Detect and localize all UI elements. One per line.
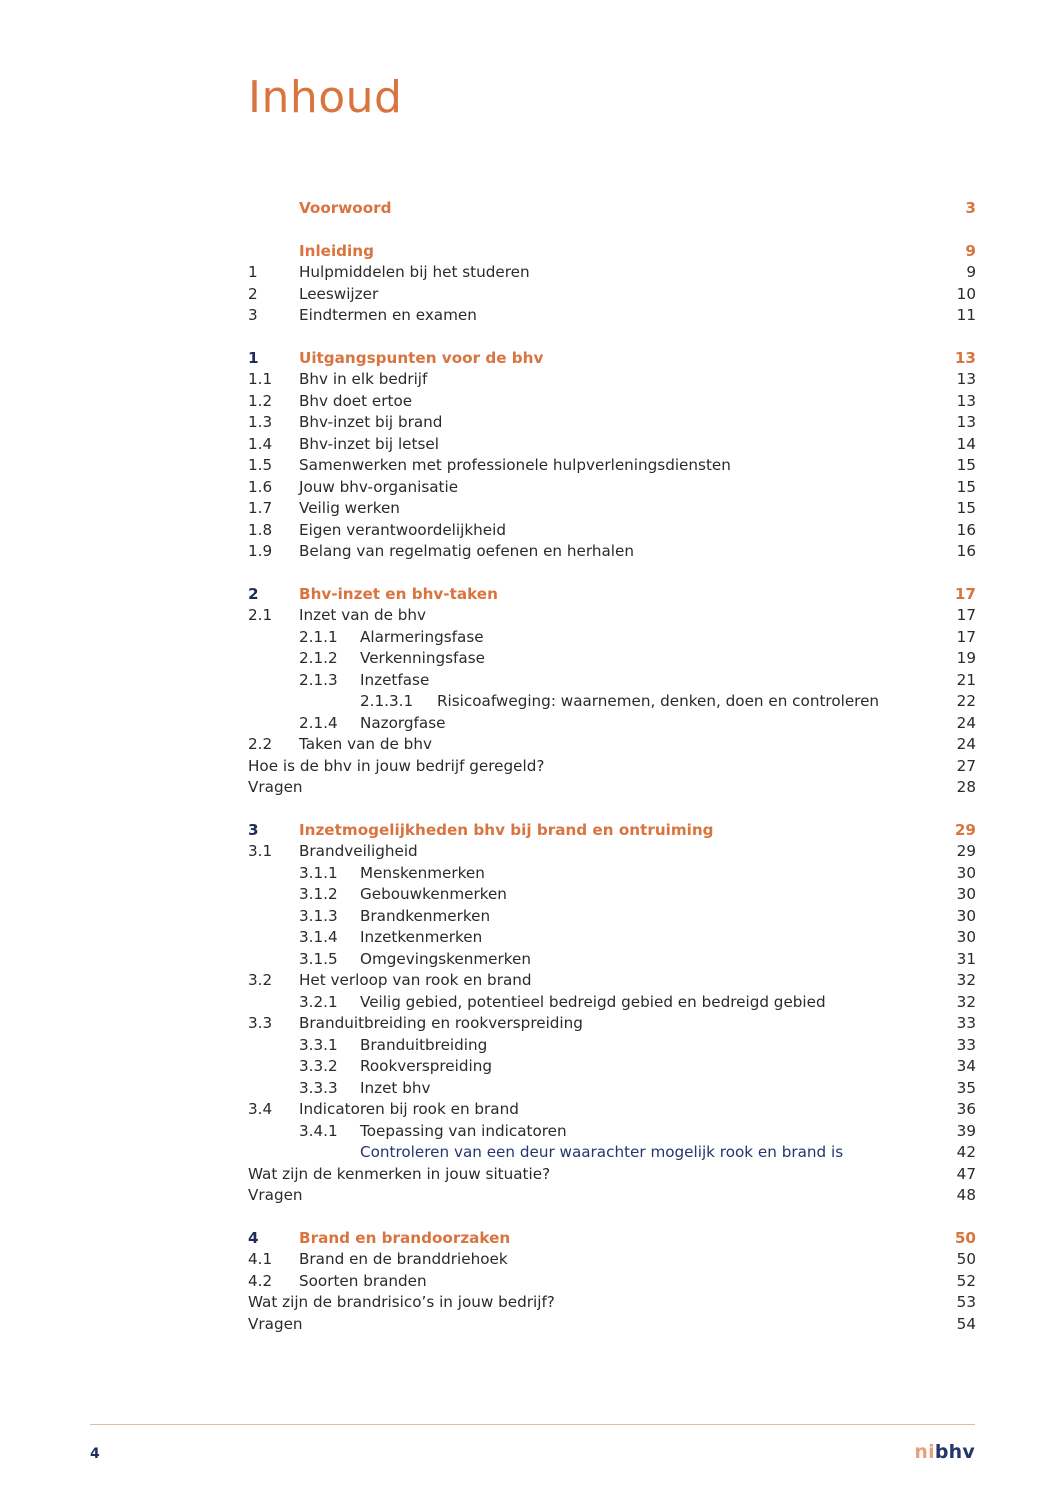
toc-number: 3.1.3 <box>299 906 338 925</box>
toc-page-number: 13 <box>954 348 976 367</box>
toc-number: 3.1.5 <box>299 949 338 968</box>
toc-chapter-row[interactable] <box>248 198 976 220</box>
toc-number: 1.8 <box>248 520 273 539</box>
toc-title[interactable]: Hoe is de bhv in jouw bedrijf geregeld? <box>248 756 545 775</box>
toc-page-number: 31 <box>956 949 976 968</box>
toc-number: 2 <box>248 584 259 603</box>
nibhv-logo <box>914 1441 975 1463</box>
toc-page-number: 34 <box>956 1057 976 1075</box>
toc-page-number: 30 <box>956 928 976 946</box>
toc-number: 3.4.1 <box>299 1121 338 1140</box>
toc-number: 2.2 <box>248 735 273 753</box>
toc-title[interactable]: Jouw bhv-organisatie <box>299 477 459 496</box>
toc-row[interactable] <box>248 1292 976 1314</box>
toc-title[interactable]: Brand en brandoorzaken <box>299 1228 511 1247</box>
toc-title[interactable]: Het verloop van rook en brand <box>299 971 532 989</box>
toc-row[interactable] <box>248 841 976 863</box>
toc-row[interactable] <box>248 756 976 778</box>
toc-row[interactable] <box>248 1249 976 1271</box>
toc-spacer <box>248 1207 976 1228</box>
logo-part-ni: ni <box>914 1441 935 1463</box>
toc-page-number: 48 <box>956 1186 976 1204</box>
toc-title[interactable]: Leeswijzer <box>299 284 379 303</box>
toc-row[interactable] <box>248 1121 976 1143</box>
toc-page-number: 42 <box>956 1143 976 1161</box>
toc-row[interactable] <box>248 455 976 477</box>
toc-row[interactable] <box>248 1099 976 1121</box>
toc-title[interactable]: Belang van regelmatig oefenen en herhalen <box>299 542 634 560</box>
toc-number: 3.2.1 <box>299 992 338 1011</box>
toc-title[interactable]: Vragen <box>248 1314 303 1333</box>
toc-row[interactable] <box>248 605 976 627</box>
toc-page-number: 22 <box>956 692 976 710</box>
toc-title[interactable]: Eindtermen en examen <box>299 306 477 324</box>
toc-number: 1.7 <box>248 499 273 517</box>
toc-title[interactable]: Hulpmiddelen bij het studeren <box>299 263 530 281</box>
toc-number: 3 <box>248 306 258 324</box>
toc-title[interactable]: Risicoafweging: waarnemen, denken, doen en controleren <box>437 692 880 710</box>
toc-title[interactable]: Bhv doet ertoe <box>299 391 413 410</box>
toc-number: 1 <box>248 263 258 281</box>
toc-chapter-row[interactable] <box>248 241 976 263</box>
toc-row[interactable] <box>248 713 976 735</box>
toc-page-number: 14 <box>956 434 976 453</box>
toc-row[interactable] <box>248 369 976 391</box>
toc-page-number: 50 <box>956 1250 976 1268</box>
toc-row[interactable] <box>248 648 976 670</box>
toc-row[interactable] <box>248 434 976 456</box>
toc-page-number: 30 <box>956 885 976 903</box>
toc-page-number: 29 <box>954 820 976 839</box>
toc-chapter-row[interactable] <box>248 348 976 370</box>
toc-row[interactable] <box>248 970 976 992</box>
toc-number: 2.1.4 <box>299 713 338 732</box>
toc-number: 1.6 <box>248 477 273 496</box>
toc-row[interactable] <box>248 284 976 306</box>
toc-title[interactable]: Eigen verantwoordelijkheid <box>299 520 506 539</box>
toc-row[interactable] <box>248 1013 976 1035</box>
toc-row[interactable] <box>248 734 976 756</box>
toc-title[interactable]: Vragen <box>248 778 303 796</box>
toc-page-number: 13 <box>956 413 976 431</box>
toc-page-number: 15 <box>956 499 976 517</box>
toc-row[interactable] <box>248 1056 976 1078</box>
toc-row[interactable] <box>248 477 976 499</box>
toc-number: 1.1 <box>248 370 273 388</box>
toc-title[interactable]: Bhv-inzet en bhv-taken <box>299 584 498 603</box>
toc-title[interactable]: Nazorgfase <box>360 713 446 732</box>
toc-row[interactable] <box>248 927 976 949</box>
toc-page-number: 9 <box>966 263 976 281</box>
toc-title[interactable]: Veilig werken <box>299 499 400 517</box>
toc-title[interactable]: Branduitbreiding <box>360 1035 488 1054</box>
toc-number: 3.3 <box>248 1014 273 1032</box>
toc-page-number: 53 <box>956 1293 976 1311</box>
toc-number: 3.1 <box>248 842 273 860</box>
toc-row[interactable] <box>248 262 976 284</box>
toc-chapter-row[interactable] <box>248 1228 976 1250</box>
toc-page-number: 33 <box>956 1014 976 1032</box>
toc-title[interactable]: Soorten branden <box>299 1271 427 1290</box>
toc-page-number: 17 <box>956 627 976 646</box>
toc-title[interactable]: Voorwoord <box>299 199 392 217</box>
toc-page-number: 36 <box>956 1100 976 1118</box>
toc-number: 3.1.2 <box>299 885 338 903</box>
toc-number: 2.1.1 <box>299 627 338 646</box>
toc-chapter-row[interactable] <box>248 820 976 842</box>
toc-number: 2.1 <box>248 606 273 624</box>
toc-spacer <box>248 563 976 584</box>
toc-title[interactable]: Inzetfase <box>360 670 430 689</box>
toc-row[interactable] <box>248 520 976 542</box>
toc-row[interactable] <box>248 691 976 713</box>
toc-page-number: 32 <box>956 971 976 989</box>
toc-page-number: 10 <box>956 284 976 303</box>
toc-spacer <box>248 799 976 820</box>
toc-row[interactable] <box>248 670 976 692</box>
toc-number: 1.9 <box>248 542 273 560</box>
toc-page-number: 28 <box>956 778 976 796</box>
toc-title[interactable]: Controleren van een deur waarachter mogelijk rook en brand is <box>360 1143 844 1161</box>
toc-row[interactable] <box>248 1142 976 1164</box>
toc-number: 4 <box>248 1228 259 1247</box>
toc-number: 2.1.3 <box>299 670 338 689</box>
toc-title[interactable]: Inzet bhv <box>360 1078 431 1097</box>
toc-row[interactable] <box>248 412 976 434</box>
toc-title[interactable]: Inzetmogelijkheden bhv bij brand en ontruiming <box>299 820 714 839</box>
footer-divider <box>90 1424 975 1425</box>
toc-page-number: 11 <box>956 306 976 324</box>
toc-number: 3.3.3 <box>299 1078 338 1097</box>
toc-row[interactable] <box>248 1314 976 1336</box>
toc-title[interactable]: Wat zijn de kenmerken in jouw situatie? <box>248 1164 551 1183</box>
toc-row[interactable] <box>248 992 976 1014</box>
toc-page-number: 15 <box>956 456 976 474</box>
toc-page-number: 16 <box>956 520 976 539</box>
toc-page-number: 27 <box>956 756 976 775</box>
toc-number: 3.3.2 <box>299 1057 338 1075</box>
page-number: 4 <box>90 1446 100 1462</box>
toc-page-number: 47 <box>956 1164 976 1183</box>
toc-title[interactable]: Inleiding <box>299 241 374 260</box>
toc-page-number: 17 <box>954 584 976 603</box>
toc-title[interactable]: Gebouwkenmerken <box>360 885 507 903</box>
toc-page-number: 52 <box>956 1271 976 1290</box>
toc-page-number: 13 <box>956 391 976 410</box>
toc-title[interactable]: Verkenningsfase <box>360 649 485 667</box>
toc-title[interactable]: Inzetkenmerken <box>360 928 483 946</box>
logo-part-bhv: bhv <box>934 1441 975 1463</box>
toc-row[interactable] <box>248 541 976 563</box>
toc-row[interactable] <box>248 1078 976 1100</box>
toc-page-number: 39 <box>956 1121 976 1140</box>
toc-title[interactable]: Taken van de bhv <box>299 735 432 753</box>
toc-title[interactable]: Bhv-inzet bij brand <box>299 413 443 431</box>
toc-page-number: 24 <box>956 713 976 732</box>
toc-number: 2.1.2 <box>299 649 338 667</box>
toc-title[interactable]: Brand en de branddriehoek <box>299 1250 508 1268</box>
toc-title[interactable]: Wat zijn de brandrisico’s in jouw bedrijf? <box>248 1293 555 1311</box>
toc-page-number: 15 <box>956 477 976 496</box>
toc-number: 2 <box>248 284 258 303</box>
toc-title[interactable]: Veilig gebied, potentieel bedreigd gebied en bedreigd gebied <box>360 992 826 1011</box>
toc-title[interactable]: Vragen <box>248 1186 303 1204</box>
toc-number: 3.4 <box>248 1100 273 1118</box>
toc-number: 3 <box>248 820 259 839</box>
toc-title[interactable]: Brandveiligheid <box>299 842 418 860</box>
toc-page-number: 19 <box>956 649 976 667</box>
toc-row[interactable] <box>248 1164 976 1186</box>
toc-row[interactable] <box>248 627 976 649</box>
table-of-contents <box>248 198 976 1335</box>
toc-title[interactable]: Samenwerken met professionele hulpverleningsdiensten <box>299 456 731 474</box>
toc-number: 3.1.1 <box>299 863 338 882</box>
toc-title[interactable]: Bhv in elk bedrijf <box>299 370 428 388</box>
toc-page-number: 13 <box>956 370 976 388</box>
toc-row[interactable] <box>248 777 976 799</box>
toc-row[interactable] <box>248 1035 976 1057</box>
toc-page-number: 3 <box>965 199 976 217</box>
toc-number: 3.3.1 <box>299 1035 338 1054</box>
toc-title[interactable]: Bhv-inzet bij letsel <box>299 434 439 453</box>
toc-title[interactable]: Rookverspreiding <box>360 1057 492 1075</box>
page-title: Inhoud <box>248 72 403 123</box>
toc-page-number: 30 <box>956 863 976 882</box>
toc-number: 1.5 <box>248 456 273 474</box>
toc-title[interactable]: Brandkenmerken <box>360 906 491 925</box>
toc-row[interactable] <box>248 884 976 906</box>
toc-title[interactable]: Indicatoren bij rook en brand <box>299 1100 519 1118</box>
toc-row[interactable] <box>248 391 976 413</box>
toc-title[interactable]: Inzet van de bhv <box>299 606 427 624</box>
toc-number: 1.2 <box>248 391 273 410</box>
toc-title[interactable]: Menskenmerken <box>360 863 485 882</box>
toc-number: 3.1.4 <box>299 928 338 946</box>
toc-page-number: 9 <box>965 241 976 260</box>
toc-page-number: 35 <box>956 1078 976 1097</box>
toc-title[interactable]: Branduitbreiding en rookverspreiding <box>299 1014 583 1032</box>
toc-number: 4.1 <box>248 1250 273 1268</box>
toc-number: 1.4 <box>248 434 273 453</box>
toc-number: 4.2 <box>248 1271 273 1290</box>
toc-page-number: 24 <box>956 735 976 753</box>
toc-page-number: 30 <box>956 906 976 925</box>
toc-number: 1 <box>248 348 259 367</box>
toc-page-number: 29 <box>956 842 976 860</box>
toc-title[interactable]: Uitgangspunten voor de bhv <box>299 348 544 367</box>
toc-row[interactable] <box>248 863 976 885</box>
toc-row[interactable] <box>248 305 976 327</box>
toc-row[interactable] <box>248 1185 976 1207</box>
toc-number: 3.2 <box>248 971 273 989</box>
toc-page-number: 50 <box>954 1228 976 1247</box>
toc-spacer <box>248 220 976 241</box>
toc-row[interactable] <box>248 949 976 971</box>
toc-page-number: 32 <box>956 992 976 1011</box>
toc-page-number: 17 <box>956 606 976 624</box>
toc-chapter-row[interactable] <box>248 584 976 606</box>
toc-row[interactable] <box>248 498 976 520</box>
toc-page-number: 21 <box>956 670 976 689</box>
toc-spacer <box>248 327 976 348</box>
toc-page-number: 33 <box>956 1035 976 1054</box>
toc-page-number: 16 <box>956 542 976 560</box>
toc-page-number: 54 <box>956 1314 976 1333</box>
toc-number: 1.3 <box>248 413 273 431</box>
toc-title[interactable]: Toepassing van indicatoren <box>360 1121 567 1140</box>
toc-number: 2.1.3.1 <box>360 692 414 710</box>
toc-row[interactable] <box>248 906 976 928</box>
toc-title[interactable]: Alarmeringsfase <box>360 627 484 646</box>
toc-title[interactable]: Omgevingskenmerken <box>360 949 531 968</box>
toc-row[interactable] <box>248 1271 976 1293</box>
